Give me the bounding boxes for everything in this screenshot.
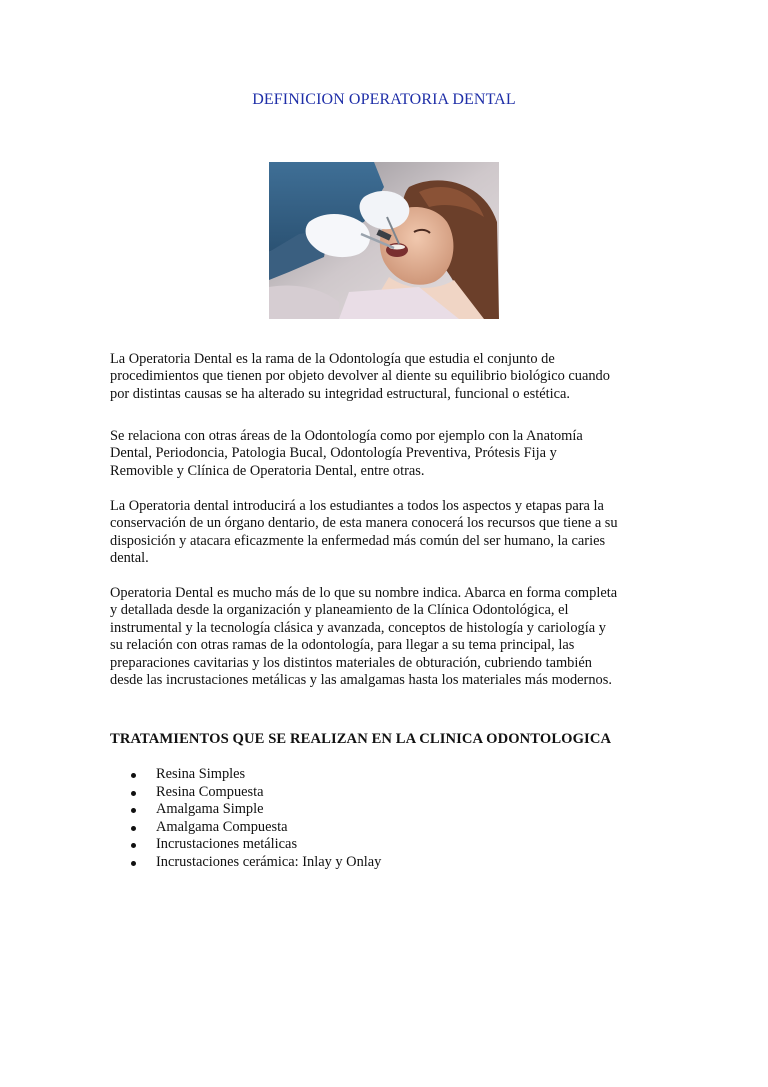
list-item (110, 766, 381, 784)
dental-procedure-photo (269, 162, 499, 319)
list-item (110, 784, 381, 802)
bullet-icon (131, 808, 136, 813)
paragraph-line: su relación con otras ramas de la odontología, para llegar a su tema principal, las (110, 637, 575, 654)
paragraph-line: Se relaciona con otras áreas de la Odontología como por ejemplo con la Anatomía (110, 428, 583, 444)
paragraph-line: desde las incrustaciones metálicas y las amalgamas hasta los materiales más modernos. (110, 672, 612, 689)
treatments-heading: TRATAMIENTOS QUE SE REALIZAN EN LA CLINICA ODONTOLOGICA (110, 731, 612, 747)
list-item-label: Resina Compuesta (156, 783, 264, 800)
document-title: DEFINICION OPERATORIA DENTAL (252, 91, 516, 108)
paragraph-definition (110, 351, 670, 403)
list-item (110, 801, 381, 819)
paragraph-line: Removible y Clínica de Operatoria Dental, entre otras. (110, 462, 425, 479)
paragraph-introduction (110, 498, 670, 568)
list-item (110, 819, 381, 837)
paragraph-line: conservación de un órgano dentario, de esta manera conocerá los recursos que tiene a su (110, 515, 618, 532)
paragraph-line: La Operatoria Dental es la rama de la Odontología que estudia el conjunto de (110, 351, 555, 367)
bullet-icon (131, 843, 136, 848)
paragraph-line: disposición y atacara eficazmente la enfermedad más común del ser humano, la caries (110, 532, 606, 549)
paragraph-scope (110, 585, 670, 689)
paragraph-line: dental. (110, 550, 149, 567)
paragraph-line: y detallada desde la organización y planeamiento de la Clínica Odontológica, el (110, 602, 569, 619)
paragraph-line: instrumental y la tecnología clásica y avanzada, conceptos de histología y cariología y (110, 619, 606, 636)
bullet-icon (131, 861, 136, 866)
list-item (110, 836, 381, 854)
treatments-list (110, 766, 381, 872)
list-item-label: Incrustaciones metálicas (156, 836, 298, 853)
list-item-label: Incrustaciones cerámica: Inlay y Onlay (156, 853, 382, 870)
list-item (110, 854, 381, 872)
list-item-label: Amalgama Compuesta (156, 818, 288, 835)
paragraph-line: preparaciones cavitarias y los distintos materiales de obturación, cubriendo también (110, 654, 592, 671)
paragraph-line: procedimientos que tienen por objeto devolver al diente su equilibrio biológico cuando (110, 368, 610, 385)
paragraph-line: Dental, Periodoncia, Patologia Bucal, Odontología Preventiva, Prótesis Fija y (110, 445, 557, 462)
bullet-icon (131, 791, 136, 796)
list-item-label: Resina Simples (156, 766, 246, 782)
bullet-icon (131, 826, 136, 831)
paragraph-line: por distintas causas se ha alterado su integridad estructural, funcional o estética. (110, 385, 570, 402)
paragraph-related-areas (110, 428, 670, 480)
paragraph-line: Operatoria Dental es mucho más de lo que su nombre indica. Abarca en forma completa (110, 585, 618, 601)
paragraph-line: La Operatoria dental introducirá a los estudiantes a todos los aspectos y etapas para la (110, 498, 604, 514)
bullet-icon (131, 773, 136, 778)
list-item-label: Amalgama Simple (156, 801, 264, 818)
